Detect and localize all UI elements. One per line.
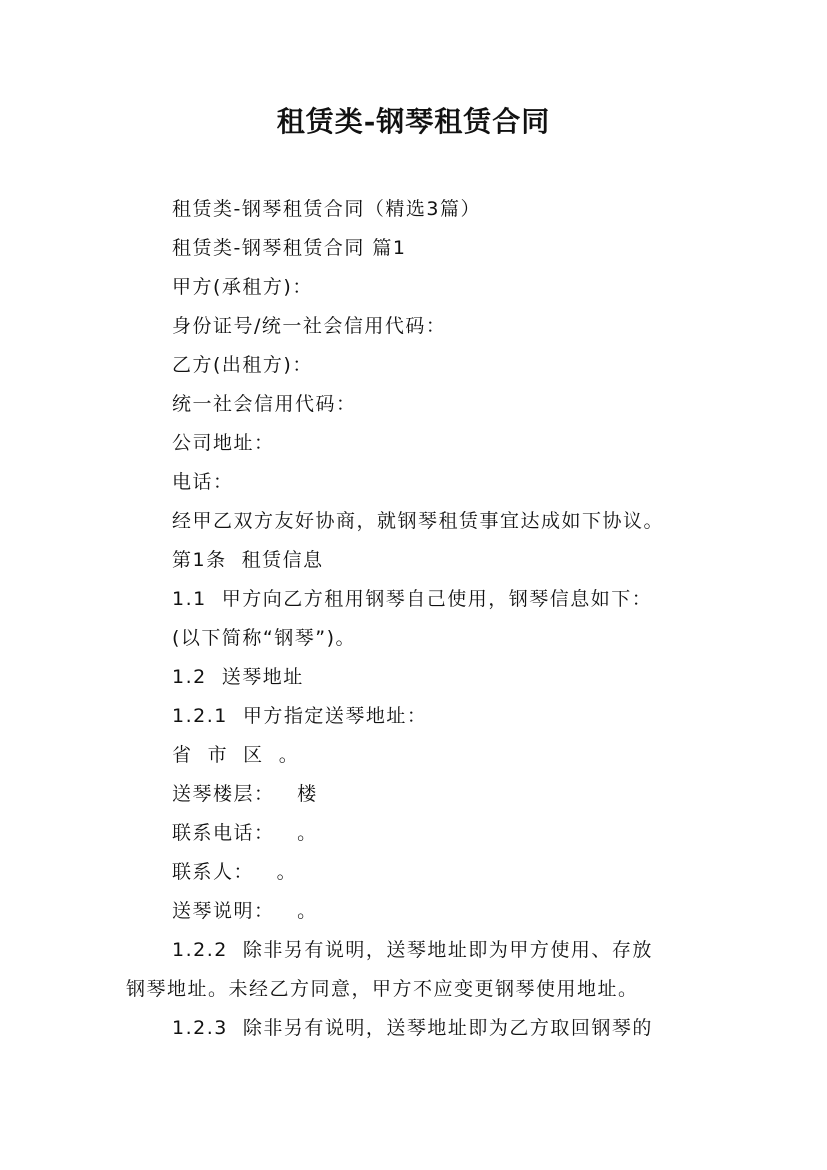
text-line: 经甲乙双方友好协商，就钢琴租赁事宜达成如下协议。 <box>172 510 665 532</box>
clause-line: 1.2.3 除非另有说明，送琴地址即为乙方取回钢琴的 <box>172 1017 653 1039</box>
text-line: 电话： <box>172 471 234 493</box>
section-heading: 第1条 租赁信息 <box>172 549 324 571</box>
clause-line: 1.1 甲方向乙方租用钢琴自己使用，钢琴信息如下： <box>172 588 653 610</box>
document-title: 租赁类-钢琴租赁合同 <box>276 105 551 138</box>
text-line: 送琴楼层： 楼 <box>172 783 318 805</box>
text-line: 甲方(承租方)： <box>172 276 313 298</box>
clause-line: 1.2 送琴地址 <box>172 666 304 688</box>
text-line: 省 市 区 。 <box>172 744 300 766</box>
text-line: (以下简称“钢琴”)。 <box>172 627 357 649</box>
text-line: 公司地址： <box>172 432 275 454</box>
text-line: 租赁类-钢琴租赁合同（精选3篇） <box>172 198 481 220</box>
text-line: 租赁类-钢琴租赁合同 篇1 <box>172 237 407 259</box>
clause-line: 1.2.1 甲方指定送琴地址： <box>172 705 428 727</box>
document-body <box>126 190 736 1048</box>
text-line: 联系电话： 。 <box>172 822 318 844</box>
text-line: 钢琴地址。未经乙方同意，甲方不应变更钢琴使用地址。 <box>126 978 639 1000</box>
text-line: 身份证号/统一社会信用代码： <box>172 315 447 337</box>
text-line: 统一社会信用代码： <box>172 393 357 415</box>
clause-line: 1.2.2 除非另有说明，送琴地址即为甲方使用、存放 <box>172 939 653 961</box>
text-line: 送琴说明： 。 <box>172 900 318 922</box>
text-line: 联系人： 。 <box>172 861 298 883</box>
text-line: 乙方(出租方)： <box>172 354 313 376</box>
